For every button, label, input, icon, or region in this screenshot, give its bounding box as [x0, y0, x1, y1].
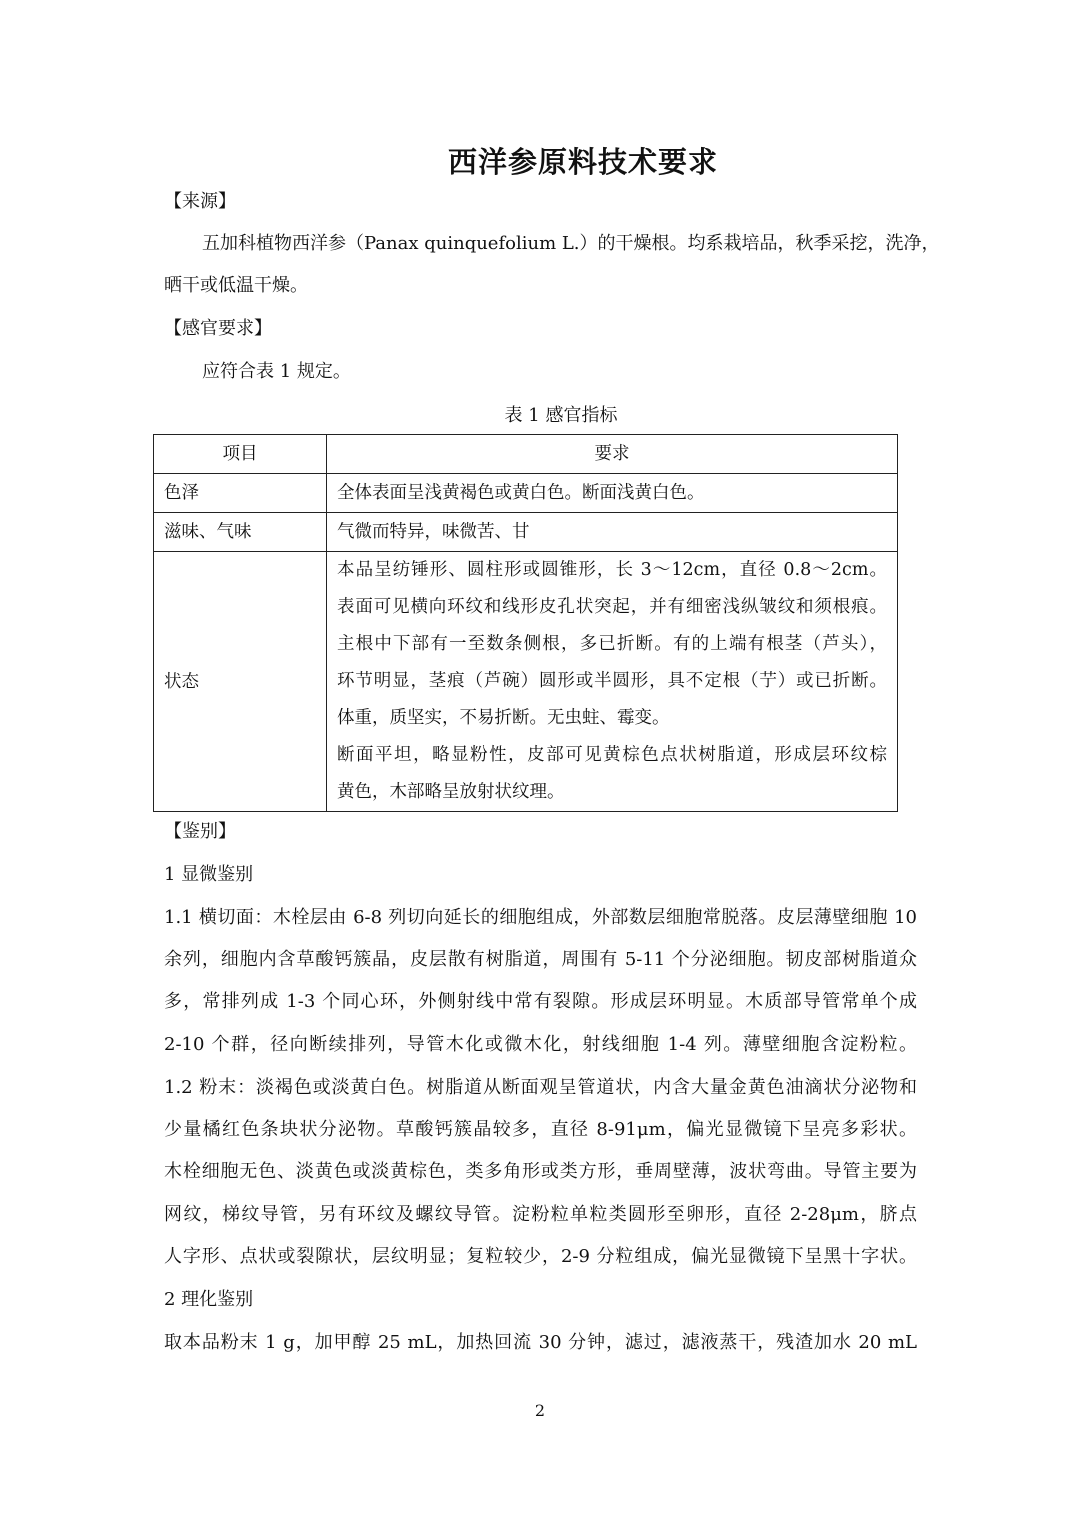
powder-line: 1.2 粉末：淡褐色或淡黄白色。树脂道从断面观呈管道状，内含大量金黄色油滴状分泌物和: [164, 1077, 917, 1098]
source-line-1: 五加科植物西洋参（Panax quinquefolium L.）的干燥根。均系栽培品，秋季采挖，洗净，: [202, 233, 940, 254]
document-title: 西洋参原料技术要求: [447, 145, 718, 179]
row-req-taste: 气微而特异，味微苦、甘: [327, 513, 898, 552]
state-line: 体重，质坚实，不易折断。无虫蛀、霉变。: [337, 708, 670, 728]
cross-section-line: 多，常排列成 1-3 个同心环，外侧射线中常有裂隙。形成层环明显。木质部导管常单个成: [164, 991, 917, 1012]
table-row: [154, 513, 898, 552]
page-number: 2: [534, 1401, 546, 1420]
row-item-taste: 滋味、气味: [154, 513, 327, 552]
table-header-row: [154, 435, 898, 474]
cross-section-line: 1.1 横切面：木栓层由 6-8 列切向延长的细胞组成，外部数层细胞常脱落。皮层薄壁细胞 10: [164, 907, 917, 928]
powder-line: 网纹，梯纹导管，另有环纹及螺纹导管。淀粉粒单粒类圆形至卵形，直径 2-28μm，脐点: [164, 1204, 917, 1225]
sensory-heading: 【感官要求】: [164, 318, 272, 339]
row-req-state: [327, 552, 898, 812]
row-item-color: 色泽: [154, 474, 327, 513]
powder-line: 木栓细胞无色、淡黄色或淡黄棕色，类多角形或类方形，垂周壁薄，波状弯曲。导管主要为: [164, 1161, 917, 1182]
state-line: 本品呈纺锤形、圆柱形或圆锥形，长 3～12cm，直径 0.8～2cm。: [337, 560, 887, 580]
cross-section-line: 余列，细胞内含草酸钙簇晶，皮层散有树脂道，周围有 5-11 个分泌细胞。韧皮部树脂道众: [164, 949, 917, 970]
powder-line: 少量橘红色条块状分泌物。草酸钙簇晶较多，直径 8-91μm，偏光显微镜下呈亮多彩状。: [164, 1119, 917, 1140]
cross-section-line: 2-10 个群，径向断续排列，导管木化或微木化，射线细胞 1-4 列。薄壁细胞含淀粉粒。: [164, 1034, 917, 1055]
sensory-intro: 应符合表 1 规定。: [202, 361, 351, 382]
table-row: [154, 552, 898, 812]
identification-heading: 【鉴别】: [164, 821, 236, 842]
source-heading: 【来源】: [164, 191, 236, 212]
header-item: 项目: [154, 435, 327, 474]
row-item-state: 状态: [154, 552, 327, 812]
state-line: 环节明显，茎痕（芦碗）圆形或半圆形，具不定根（艼）或已折断。: [337, 671, 887, 691]
table-caption: 表 1 感官指标: [504, 405, 618, 426]
table-row: [154, 474, 898, 513]
header-requirement: 要求: [327, 435, 898, 474]
micro-heading: 1 显微鉴别: [164, 864, 254, 885]
sensory-table: [153, 434, 898, 812]
state-line: 黄色，木部略呈放射状纹理。: [337, 782, 565, 802]
chem-heading: 2 理化鉴别: [164, 1289, 254, 1310]
state-line: 主根中下部有一至数条侧根，多已折断。有的上端有根茎（芦头），: [337, 634, 887, 654]
state-line: 表面可见横向环纹和线形皮孔状突起，并有细密浅纵皱纹和须根痕。: [337, 597, 887, 617]
powder-line: 人字形、点状或裂隙状，层纹明显；复粒较少，2-9 分粒组成，偏光显微镜下呈黑十字状。: [164, 1246, 917, 1267]
source-line-2: 晒干或低温干燥。: [164, 275, 308, 296]
chem-line: 取本品粉末 1 g，加甲醇 25 mL，加热回流 30 分钟，滤过，滤液蒸干，残渣加水 20 mL: [164, 1332, 917, 1353]
state-line: 断面平坦，略显粉性，皮部可见黄棕色点状树脂道，形成层环纹棕: [337, 745, 887, 765]
row-req-color: 全体表面呈浅黄褐色或黄白色。断面浅黄白色。: [327, 474, 898, 513]
